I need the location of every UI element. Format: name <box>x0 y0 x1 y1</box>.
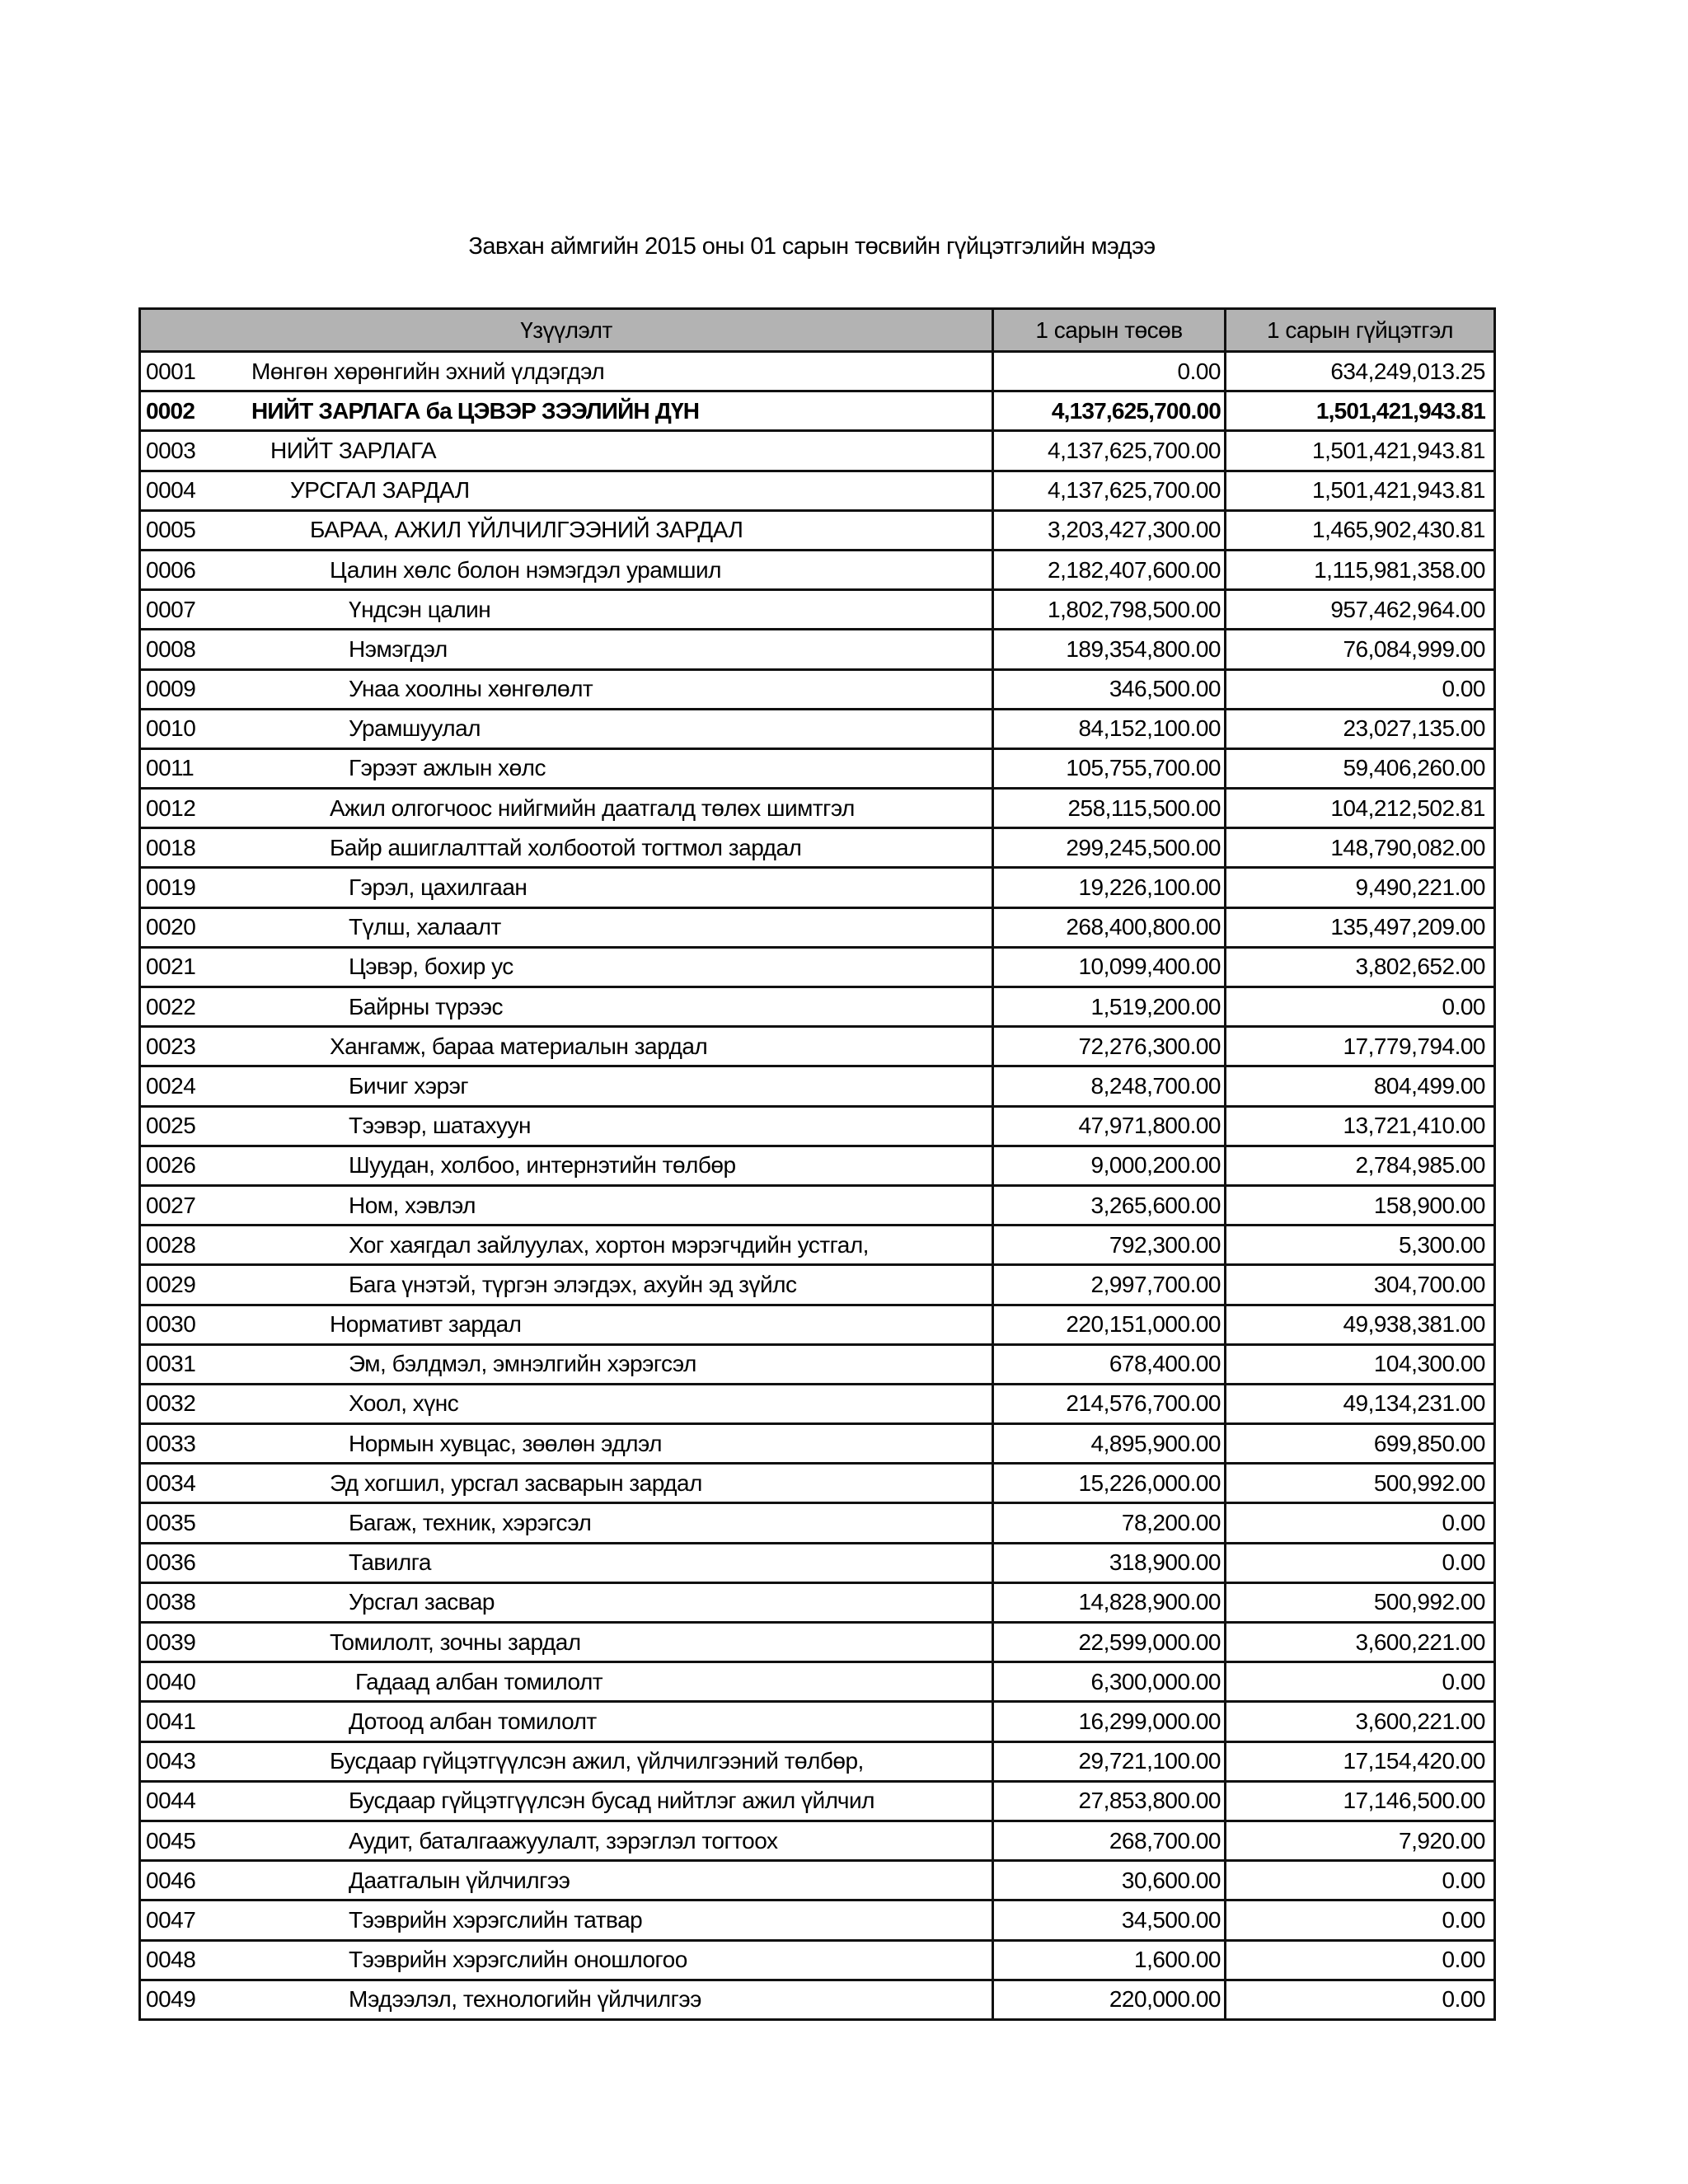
table-row <box>141 1979 1493 2018</box>
actual-cell: 699,850.00 <box>1373 1430 1485 1456</box>
indicator-cell <box>141 1901 994 1938</box>
row-description: НИЙТ ЗАРЛАГА <box>270 437 437 463</box>
row-description: НИЙТ ЗАРЛАГА ба ЦЭВЭР ЗЭЭЛИЙН ДҮН <box>251 397 700 424</box>
row-code: 0048 <box>146 1947 196 1973</box>
row-code: 0025 <box>146 1113 196 1139</box>
row-description: Эд хогшил, урсгал засварын зардал <box>330 1469 702 1496</box>
budget-cell: 3,265,600.00 <box>994 1187 1226 1224</box>
row-code: 0040 <box>146 1668 196 1694</box>
actual-cell: 0.00 <box>1442 1986 1485 2013</box>
table-row <box>141 350 1493 390</box>
indicator-cell <box>141 710 994 748</box>
row-code: 0010 <box>146 715 196 742</box>
row-code: 0034 <box>146 1469 196 1496</box>
indicator-cell <box>141 1981 994 2018</box>
budget-cell: 792,300.00 <box>994 1226 1226 1263</box>
row-code: 0041 <box>146 1708 196 1734</box>
table-row <box>141 827 1493 866</box>
table-body <box>141 350 1493 2018</box>
table-row <box>141 1582 1493 1621</box>
indicator-cell <box>141 1942 994 1979</box>
row-code: 0009 <box>146 676 196 702</box>
table-row <box>141 866 1493 906</box>
table-row <box>141 1422 1493 1462</box>
row-code: 0003 <box>146 437 196 463</box>
indicator-cell <box>141 1346 994 1383</box>
header-indicator: Үзүүлэлт <box>141 310 994 350</box>
row-description: Даатгалын үйлчилгээ <box>349 1867 570 1893</box>
table-row <box>141 787 1493 827</box>
indicator-cell <box>141 1504 994 1541</box>
budget-cell: 220,000.00 <box>994 1981 1226 2018</box>
budget-cell: 84,152,100.00 <box>994 710 1226 748</box>
actual-cell: 23,027,135.00 <box>1343 715 1485 742</box>
actual-cell: 104,300.00 <box>1373 1351 1485 1377</box>
budget-cell: 14,828,900.00 <box>994 1584 1226 1621</box>
indicator-cell <box>141 1147 994 1184</box>
budget-cell: 268,700.00 <box>994 1822 1226 1859</box>
table-row <box>141 1343 1493 1383</box>
indicator-cell <box>141 1028 994 1065</box>
indicator-cell <box>141 630 994 668</box>
table-row <box>141 1621 1493 1661</box>
row-description: Үндсэн цалин <box>349 596 491 622</box>
table-row <box>141 1025 1493 1065</box>
budget-cell: 27,853,800.00 <box>994 1783 1226 1820</box>
row-code: 0001 <box>146 358 196 384</box>
row-description: БАРАА, АЖИЛ ҮЙЛЧИЛГЭЭНИЙ ЗАРДАЛ <box>310 517 743 543</box>
indicator-cell <box>141 432 994 469</box>
table-row <box>141 1859 1493 1899</box>
actual-cell: 0.00 <box>1442 1947 1485 1973</box>
budget-cell: 4,137,625,700.00 <box>994 392 1226 429</box>
indicator-cell <box>141 1465 994 1502</box>
row-code: 0031 <box>146 1351 196 1377</box>
row-code: 0012 <box>146 794 196 821</box>
row-code: 0018 <box>146 834 196 860</box>
budget-cell: 258,115,500.00 <box>994 790 1226 827</box>
indicator-cell <box>141 909 994 946</box>
budget-cell: 10,099,400.00 <box>994 949 1226 986</box>
row-description: Хангамж, бараа материалын зардал <box>330 1033 708 1059</box>
actual-cell: 1,115,981,358.00 <box>1314 556 1485 583</box>
row-code: 0033 <box>146 1430 196 1456</box>
row-code: 0023 <box>146 1033 196 1059</box>
row-description: Нормын хувцас, зөөлөн эдлэл <box>349 1430 663 1456</box>
budget-cell: 19,226,100.00 <box>994 869 1226 906</box>
indicator-cell <box>141 671 994 708</box>
table-row <box>141 1263 1493 1303</box>
actual-cell: 1,501,421,943.81 <box>1315 397 1485 424</box>
row-description: Нэмэгдэл <box>349 635 448 662</box>
actual-cell: 0.00 <box>1442 1549 1485 1576</box>
row-description: Мэдээлэл, технологийн үйлчилгээ <box>349 1986 701 2013</box>
budget-cell: 29,721,100.00 <box>994 1743 1226 1780</box>
actual-cell: 1,501,421,943.81 <box>1312 437 1485 463</box>
row-description: Тээвэр, шатахуун <box>349 1113 531 1139</box>
row-description: Байр ашиглалттай холбоотой тогтмол зардал <box>330 834 802 860</box>
actual-cell: 3,600,221.00 <box>1355 1629 1485 1655</box>
actual-cell: 49,938,381.00 <box>1343 1311 1485 1338</box>
actual-cell: 804,499.00 <box>1373 1072 1485 1099</box>
indicator-cell <box>141 353 994 390</box>
table-row <box>141 1661 1493 1700</box>
indicator-cell <box>141 1226 994 1263</box>
actual-cell: 0.00 <box>1442 1510 1485 1536</box>
indicator-cell <box>141 1108 994 1145</box>
budget-cell: 6,300,000.00 <box>994 1663 1226 1700</box>
row-description: Гэрээт ажлын хөлс <box>349 755 546 781</box>
row-description: Аудит, баталгаажуулалт, зэрэглэл тогтоох <box>349 1827 778 1854</box>
row-description: Урсгал засвар <box>349 1589 495 1615</box>
row-description: Бусдаар гүйцэтгүүлсэн ажил, үйлчилгээний төлбөр, <box>330 1748 864 1774</box>
header-monthly-budget: 1 сарын төсөв <box>994 310 1226 350</box>
budget-cell: 16,299,000.00 <box>994 1703 1226 1740</box>
row-code: 0038 <box>146 1589 196 1615</box>
actual-cell: 0.00 <box>1442 676 1485 702</box>
indicator-cell <box>141 591 994 628</box>
actual-cell: 9,490,221.00 <box>1355 874 1485 901</box>
budget-cell: 34,500.00 <box>994 1901 1226 1938</box>
actual-cell: 13,721,410.00 <box>1343 1113 1485 1139</box>
row-code: 0020 <box>146 914 196 940</box>
actual-cell: 957,462,964.00 <box>1330 596 1485 622</box>
table-row <box>141 1502 1493 1541</box>
row-description: Хог хаягдал зайлуулах, хортон мэрэгчдийн устгал, <box>349 1231 869 1258</box>
row-description: Байрны түрээс <box>349 993 503 1019</box>
row-code: 0030 <box>146 1311 196 1338</box>
indicator-cell <box>141 869 994 906</box>
actual-cell: 7,920.00 <box>1399 1827 1485 1854</box>
row-code: 0028 <box>146 1231 196 1258</box>
row-code: 0008 <box>146 635 196 662</box>
table-row <box>141 668 1493 708</box>
actual-cell: 76,084,999.00 <box>1343 635 1485 662</box>
indicator-cell <box>141 829 994 866</box>
row-code: 0032 <box>146 1390 196 1417</box>
indicator-cell <box>141 790 994 827</box>
indicator-cell <box>141 392 994 429</box>
budget-cell: 1,519,200.00 <box>994 988 1226 1025</box>
budget-cell: 78,200.00 <box>994 1504 1226 1541</box>
row-description: Түлш, халаалт <box>349 914 501 940</box>
table-row <box>141 748 1493 787</box>
budget-cell: 2,997,700.00 <box>994 1266 1226 1303</box>
actual-cell: 0.00 <box>1442 1906 1485 1933</box>
table-row <box>141 509 1493 549</box>
table-row <box>141 946 1493 986</box>
row-code: 0036 <box>146 1549 196 1576</box>
row-code: 0006 <box>146 556 196 583</box>
actual-cell: 17,146,500.00 <box>1343 1788 1485 1814</box>
indicator-cell <box>141 1743 994 1780</box>
row-description: Гадаад албан томилолт <box>355 1668 603 1694</box>
table-row <box>141 549 1493 588</box>
row-description: Тээврийн хэрэгслийн оношлогоо <box>349 1947 687 1973</box>
row-code: 0007 <box>146 596 196 622</box>
indicator-cell <box>141 988 994 1025</box>
row-code: 0046 <box>146 1867 196 1893</box>
actual-cell: 1,465,902,430.81 <box>1312 517 1485 543</box>
indicator-cell <box>141 1663 994 1700</box>
row-description: Унаа хоолны хөнгөлөлт <box>349 676 593 702</box>
table-row <box>141 470 1493 509</box>
actual-cell: 148,790,082.00 <box>1330 834 1485 860</box>
budget-cell: 214,576,700.00 <box>994 1385 1226 1422</box>
actual-cell: 17,779,794.00 <box>1343 1033 1485 1059</box>
row-code: 0043 <box>146 1748 196 1774</box>
indicator-cell <box>141 1822 994 1859</box>
table-row <box>141 1741 1493 1780</box>
row-description: Цалин хөлс болон нэмэгдэл урамшил <box>330 556 721 583</box>
budget-cell: 189,354,800.00 <box>994 630 1226 668</box>
row-code: 0045 <box>146 1827 196 1854</box>
indicator-cell <box>141 1306 994 1343</box>
budget-cell: 299,245,500.00 <box>994 829 1226 866</box>
budget-cell: 4,895,900.00 <box>994 1425 1226 1462</box>
row-description: Урамшуулал <box>349 715 481 742</box>
actual-cell: 0.00 <box>1442 1867 1485 1893</box>
row-description: Бичиг хэрэг <box>349 1072 469 1099</box>
indicator-cell <box>141 1067 994 1104</box>
row-description: Ном, хэвлэл <box>349 1192 476 1218</box>
budget-execution-table <box>138 307 1496 2021</box>
table-row <box>141 390 1493 429</box>
budget-cell: 22,599,000.00 <box>994 1624 1226 1661</box>
row-description: Тээврийн хэрэгслийн татвар <box>349 1906 643 1933</box>
budget-cell: 105,755,700.00 <box>994 750 1226 787</box>
actual-cell: 59,406,260.00 <box>1343 755 1485 781</box>
budget-cell: 268,400,800.00 <box>994 909 1226 946</box>
table-row <box>141 1939 1493 1979</box>
budget-cell: 346,500.00 <box>994 671 1226 708</box>
table-row <box>141 1899 1493 1938</box>
budget-cell: 15,226,000.00 <box>994 1465 1226 1502</box>
budget-cell: 1,802,798,500.00 <box>994 591 1226 628</box>
row-description: Бага үнэтэй, түргэн элэгдэх, ахуйн эд зүйлс <box>349 1271 797 1297</box>
table-row <box>141 588 1493 628</box>
indicator-cell <box>141 1862 994 1899</box>
row-description: Ажил олгогчоос нийгмийн даатгалд төлөх шимтгэл <box>330 794 855 821</box>
budget-cell: 30,600.00 <box>994 1862 1226 1899</box>
row-code: 0022 <box>146 993 196 1019</box>
budget-cell: 4,137,625,700.00 <box>994 432 1226 469</box>
indicator-cell <box>141 1783 994 1820</box>
row-code: 0026 <box>146 1152 196 1179</box>
row-code: 0047 <box>146 1906 196 1933</box>
row-code: 0019 <box>146 874 196 901</box>
row-code: 0021 <box>146 954 196 980</box>
row-description: Томилолт, зочны зардал <box>330 1629 581 1655</box>
budget-cell: 318,900.00 <box>994 1544 1226 1582</box>
actual-cell: 2,784,985.00 <box>1355 1152 1485 1179</box>
table-row <box>141 986 1493 1025</box>
indicator-cell <box>141 949 994 986</box>
row-code: 0035 <box>146 1510 196 1536</box>
row-code: 0011 <box>146 755 195 781</box>
indicator-cell <box>141 1385 994 1422</box>
row-description: Цэвэр, бохир ус <box>349 954 513 980</box>
indicator-cell <box>141 1266 994 1303</box>
table-row <box>141 1462 1493 1502</box>
budget-cell: 1,600.00 <box>994 1942 1226 1979</box>
table-row <box>141 1145 1493 1184</box>
budget-cell: 47,971,800.00 <box>994 1108 1226 1145</box>
table-row <box>141 1700 1493 1740</box>
indicator-cell <box>141 472 994 509</box>
budget-cell: 2,182,407,600.00 <box>994 551 1226 588</box>
actual-cell: 5,300.00 <box>1399 1231 1485 1258</box>
row-description: Нормативт зардал <box>330 1311 522 1338</box>
indicator-cell <box>141 1624 994 1661</box>
table-row <box>141 907 1493 946</box>
table-row <box>141 1542 1493 1582</box>
row-description: Эм, бэлдмэл, эмнэлгийн хэрэгсэл <box>349 1351 696 1377</box>
actual-cell: 3,600,221.00 <box>1355 1708 1485 1734</box>
indicator-cell <box>141 750 994 787</box>
actual-cell: 0.00 <box>1442 993 1485 1019</box>
row-code: 0027 <box>146 1192 196 1218</box>
table-row <box>141 429 1493 469</box>
indicator-cell <box>141 1703 994 1740</box>
header-monthly-execution: 1 сарын гүйцэтгэл <box>1267 316 1453 343</box>
budget-cell: 220,151,000.00 <box>994 1306 1226 1343</box>
table-header-row <box>141 310 1493 350</box>
actual-cell: 104,212,502.81 <box>1330 794 1485 821</box>
report-title: Завхан аймгийн 2015 оны 01 сарын төсвийн гүйцэтгэлийн мэдээ <box>468 233 1156 260</box>
actual-cell: 500,992.00 <box>1373 1589 1485 1615</box>
table-row <box>141 708 1493 748</box>
table-row <box>141 1065 1493 1104</box>
indicator-cell <box>141 1584 994 1621</box>
table-row <box>141 1224 1493 1263</box>
actual-cell: 3,802,652.00 <box>1355 954 1485 980</box>
row-description: Гэрэл, цахилгаан <box>349 874 528 901</box>
table-row <box>141 1184 1493 1224</box>
actual-cell: 158,900.00 <box>1373 1192 1485 1218</box>
row-description: Шуудан, холбоо, интернэтийн төлбөр <box>349 1152 736 1179</box>
row-code: 0044 <box>146 1788 196 1814</box>
actual-cell: 634,249,013.25 <box>1330 358 1485 384</box>
indicator-cell <box>141 551 994 588</box>
actual-cell: 500,992.00 <box>1373 1469 1485 1496</box>
row-description: Тавилга <box>349 1549 431 1576</box>
table-row <box>141 1304 1493 1343</box>
table-row <box>141 1105 1493 1145</box>
budget-cell: 8,248,700.00 <box>994 1067 1226 1104</box>
row-description: Дотоод албан томилолт <box>349 1708 597 1734</box>
table-row <box>141 628 1493 668</box>
budget-cell: 3,203,427,300.00 <box>994 512 1226 549</box>
actual-cell: 304,700.00 <box>1373 1271 1485 1297</box>
budget-cell: 678,400.00 <box>994 1346 1226 1383</box>
row-code: 0029 <box>146 1271 196 1297</box>
actual-cell: 0.00 <box>1442 1668 1485 1694</box>
row-code: 0049 <box>146 1986 196 2013</box>
row-description: УРСГАЛ ЗАРДАЛ <box>290 477 470 504</box>
actual-cell: 17,154,420.00 <box>1343 1748 1485 1774</box>
actual-cell: 135,497,209.00 <box>1330 914 1485 940</box>
indicator-cell <box>141 1425 994 1462</box>
indicator-cell <box>141 1544 994 1582</box>
table-row <box>141 1780 1493 1820</box>
budget-cell: 72,276,300.00 <box>994 1028 1226 1065</box>
row-description: Багаж, техник, хэрэгсэл <box>349 1510 592 1536</box>
budget-cell: 9,000,200.00 <box>994 1147 1226 1184</box>
indicator-cell <box>141 1187 994 1224</box>
row-code: 0002 <box>146 397 195 424</box>
budget-cell: 0.00 <box>994 353 1226 390</box>
table-row <box>141 1383 1493 1422</box>
row-description: Хоол, хүнс <box>349 1390 459 1417</box>
table-row <box>141 1820 1493 1859</box>
row-code: 0024 <box>146 1072 196 1099</box>
indicator-cell <box>141 512 994 549</box>
row-description: Мөнгөн хөрөнгийн эхний үлдэгдэл <box>251 358 605 384</box>
actual-cell: 49,134,231.00 <box>1343 1390 1485 1417</box>
row-code: 0005 <box>146 517 196 543</box>
row-code: 0004 <box>146 477 196 504</box>
row-description: Бусдаар гүйцэтгүүлсэн бусад нийтлэг ажил үйлчил <box>349 1788 874 1814</box>
budget-cell: 4,137,625,700.00 <box>994 472 1226 509</box>
row-code: 0039 <box>146 1629 196 1655</box>
actual-cell: 1,501,421,943.81 <box>1312 477 1485 504</box>
